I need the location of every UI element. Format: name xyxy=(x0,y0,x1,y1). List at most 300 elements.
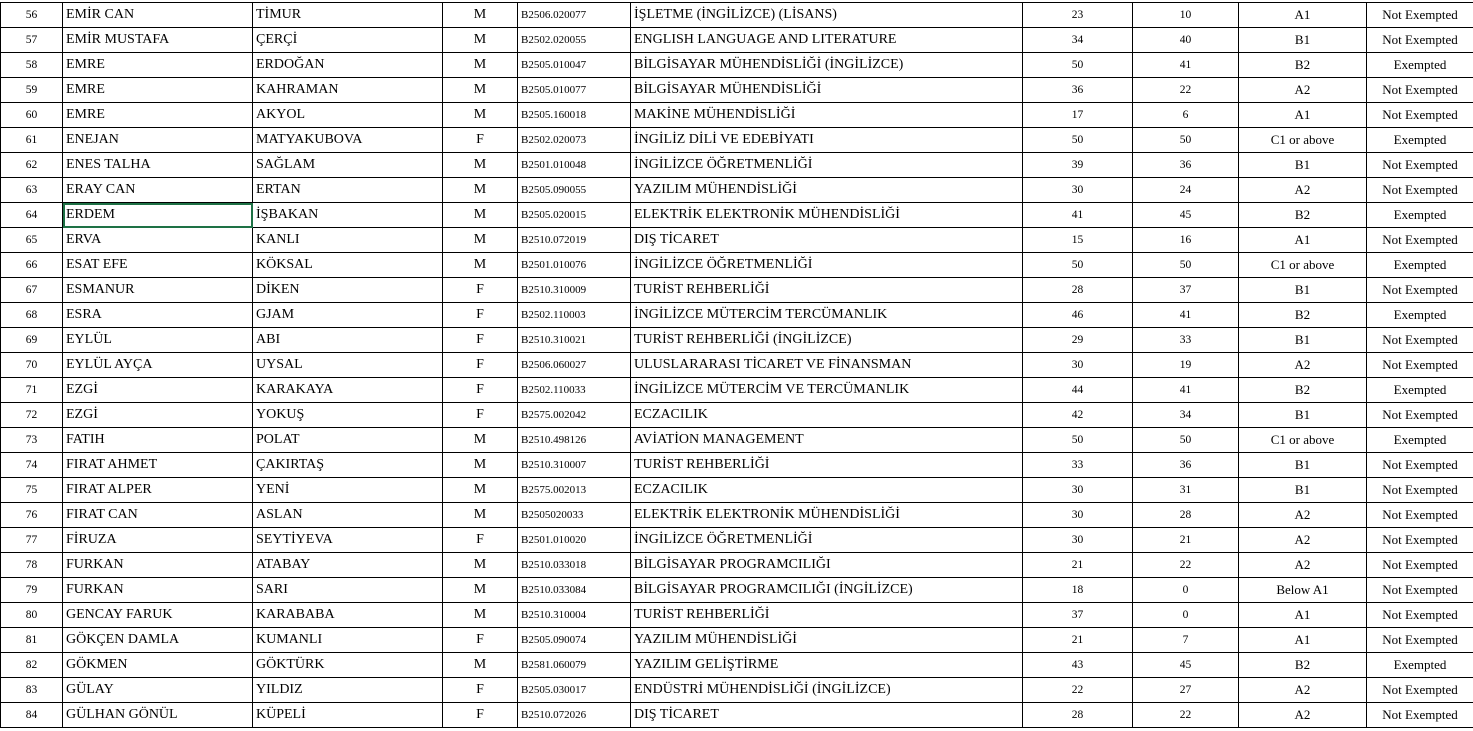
cell-first-name[interactable]: EMRE xyxy=(63,78,253,103)
cell-level[interactable]: A2 xyxy=(1239,78,1367,103)
cell-student-code[interactable]: B2502.020073 xyxy=(518,128,631,153)
cell-first-name[interactable]: ENEJAN xyxy=(63,128,253,153)
cell-level[interactable]: B2 xyxy=(1239,303,1367,328)
cell-score-2[interactable]: 6 xyxy=(1133,103,1239,128)
cell-score-1[interactable]: 41 xyxy=(1023,203,1133,228)
cell-student-code[interactable]: B2505.010077 xyxy=(518,78,631,103)
cell-program[interactable]: YAZILIM GELİŞTİRME xyxy=(631,653,1023,678)
cell-row-number[interactable]: 59 xyxy=(1,78,63,103)
cell-row-number[interactable]: 70 xyxy=(1,353,63,378)
cell-level[interactable]: B1 xyxy=(1239,153,1367,178)
cell-last-name[interactable]: KAHRAMAN xyxy=(253,78,443,103)
cell-student-code[interactable]: B2581.060079 xyxy=(518,653,631,678)
cell-student-code[interactable]: B2510.072026 xyxy=(518,703,631,728)
cell-gender[interactable]: F xyxy=(443,303,518,328)
cell-student-code[interactable]: B2501.010048 xyxy=(518,153,631,178)
cell-first-name[interactable]: FIRAT ALPER xyxy=(63,478,253,503)
cell-status[interactable]: Not Exempted xyxy=(1367,703,1473,728)
cell-gender[interactable]: F xyxy=(443,703,518,728)
cell-first-name[interactable]: EMRE xyxy=(63,103,253,128)
cell-row-number[interactable]: 77 xyxy=(1,528,63,553)
cell-program[interactable]: İNGİLİZCE ÖĞRETMENLİĞİ xyxy=(631,153,1023,178)
cell-first-name[interactable]: EMRE xyxy=(63,53,253,78)
cell-student-code[interactable]: B2510.033084 xyxy=(518,578,631,603)
cell-student-code[interactable]: B2505.090074 xyxy=(518,628,631,653)
cell-row-number[interactable]: 64 xyxy=(1,203,63,228)
cell-student-code[interactable]: B2505.010047 xyxy=(518,53,631,78)
cell-gender[interactable]: M xyxy=(443,553,518,578)
cell-row-number[interactable]: 78 xyxy=(1,553,63,578)
cell-status[interactable]: Not Exempted xyxy=(1367,528,1473,553)
cell-score-2[interactable]: 37 xyxy=(1133,278,1239,303)
cell-gender[interactable]: M xyxy=(443,78,518,103)
cell-row-number[interactable]: 84 xyxy=(1,703,63,728)
cell-status[interactable]: Not Exempted xyxy=(1367,103,1473,128)
table-row xyxy=(1,178,1473,203)
cell-score-2[interactable]: 50 xyxy=(1133,128,1239,153)
cell-status[interactable]: Not Exempted xyxy=(1367,553,1473,578)
cell-score-1[interactable]: 50 xyxy=(1023,428,1133,453)
cell-first-name[interactable]: EZGİ xyxy=(63,378,253,403)
cell-level[interactable]: A2 xyxy=(1239,678,1367,703)
cell-last-name[interactable]: ÇAKIRTAŞ xyxy=(253,453,443,478)
cell-status[interactable]: Not Exempted xyxy=(1367,678,1473,703)
cell-last-name[interactable]: ÇERÇİ xyxy=(253,28,443,53)
cell-level[interactable]: A1 xyxy=(1239,628,1367,653)
cell-first-name[interactable]: FIRAT AHMET xyxy=(63,453,253,478)
cell-program[interactable]: ECZACILIK xyxy=(631,403,1023,428)
cell-score-1[interactable]: 46 xyxy=(1023,303,1133,328)
table-row xyxy=(1,603,1473,628)
selected-cell[interactable]: ERDEM xyxy=(63,203,253,228)
cell-score-1[interactable]: 21 xyxy=(1023,628,1133,653)
cell-score-1[interactable]: 36 xyxy=(1023,78,1133,103)
cell-gender[interactable]: F xyxy=(443,403,518,428)
cell-score-2[interactable]: 41 xyxy=(1133,303,1239,328)
cell-program[interactable]: ENGLISH LANGUAGE AND LITERATURE xyxy=(631,28,1023,53)
cell-level[interactable]: B1 xyxy=(1239,453,1367,478)
cell-level[interactable]: C1 or above xyxy=(1239,428,1367,453)
cell-program[interactable]: İNGİLİZCE ÖĞRETMENLİĞİ xyxy=(631,528,1023,553)
cell-gender[interactable]: F xyxy=(443,628,518,653)
cell-level[interactable]: A1 xyxy=(1239,603,1367,628)
cell-last-name[interactable]: KÖKSAL xyxy=(253,253,443,278)
cell-first-name[interactable]: ESMANUR xyxy=(63,278,253,303)
cell-last-name[interactable]: KÜPELİ xyxy=(253,703,443,728)
cell-score-2[interactable]: 36 xyxy=(1133,153,1239,178)
cell-row-number[interactable]: 71 xyxy=(1,378,63,403)
cell-gender[interactable]: M xyxy=(443,653,518,678)
cell-level[interactable]: C1 or above xyxy=(1239,253,1367,278)
cell-program[interactable]: İŞLETME (İNGİLİZCE) (LİSANS) xyxy=(631,3,1023,28)
cell-first-name[interactable]: FURKAN xyxy=(63,578,253,603)
cell-program[interactable]: ULUSLARARASI TİCARET VE FİNANSMAN xyxy=(631,353,1023,378)
cell-score-2[interactable]: 0 xyxy=(1133,603,1239,628)
cell-program[interactable]: TURİST REHBERLİĞİ xyxy=(631,603,1023,628)
cell-level[interactable]: A2 xyxy=(1239,553,1367,578)
cell-gender[interactable]: M xyxy=(443,453,518,478)
cell-row-number[interactable]: 75 xyxy=(1,478,63,503)
cell-student-code[interactable]: B2510.033018 xyxy=(518,553,631,578)
cell-program[interactable]: ELEKTRİK ELEKTRONİK MÜHENDİSLİĞİ xyxy=(631,203,1023,228)
cell-gender[interactable]: M xyxy=(443,3,518,28)
cell-first-name[interactable]: FURKAN xyxy=(63,553,253,578)
cell-score-1[interactable]: 30 xyxy=(1023,353,1133,378)
cell-first-name[interactable]: FATIH xyxy=(63,428,253,453)
cell-gender[interactable]: F xyxy=(443,278,518,303)
cell-status[interactable]: Not Exempted xyxy=(1367,578,1473,603)
table-row xyxy=(1,228,1473,253)
cell-status[interactable]: Not Exempted xyxy=(1367,78,1473,103)
cell-last-name[interactable]: GJAM xyxy=(253,303,443,328)
cell-last-name[interactable]: ABI xyxy=(253,328,443,353)
cell-score-1[interactable]: 28 xyxy=(1023,703,1133,728)
cell-row-number[interactable]: 65 xyxy=(1,228,63,253)
cell-gender[interactable]: M xyxy=(443,578,518,603)
cell-row-number[interactable]: 60 xyxy=(1,103,63,128)
cell-first-name[interactable]: FİRUZA xyxy=(63,528,253,553)
cell-gender[interactable]: F xyxy=(443,678,518,703)
cell-status[interactable]: Exempted xyxy=(1367,53,1473,78)
cell-score-2[interactable]: 21 xyxy=(1133,528,1239,553)
cell-row-number[interactable]: 76 xyxy=(1,503,63,528)
cell-row-number[interactable]: 56 xyxy=(1,3,63,28)
cell-score-1[interactable]: 22 xyxy=(1023,678,1133,703)
cell-status[interactable]: Exempted xyxy=(1367,303,1473,328)
cell-last-name[interactable]: ATABAY xyxy=(253,553,443,578)
cell-student-code[interactable]: B2505.020015 xyxy=(518,203,631,228)
cell-gender[interactable]: M xyxy=(443,603,518,628)
cell-last-name[interactable]: KANLI xyxy=(253,228,443,253)
cell-score-2[interactable]: 40 xyxy=(1133,28,1239,53)
cell-row-number[interactable]: 63 xyxy=(1,178,63,203)
cell-row-number[interactable]: 80 xyxy=(1,603,63,628)
cell-gender[interactable]: F xyxy=(443,128,518,153)
cell-last-name[interactable]: SEYTİYEVA xyxy=(253,528,443,553)
cell-status[interactable]: Exempted xyxy=(1367,428,1473,453)
cell-score-2[interactable]: 34 xyxy=(1133,403,1239,428)
cell-score-2[interactable]: 22 xyxy=(1133,78,1239,103)
cell-student-code[interactable]: B2502.110033 xyxy=(518,378,631,403)
cell-last-name[interactable]: KUMANLI xyxy=(253,628,443,653)
cell-program[interactable]: BİLGİSAYAR PROGRAMCILIĞI xyxy=(631,553,1023,578)
cell-last-name[interactable]: İŞBAKAN xyxy=(253,203,443,228)
cell-score-2[interactable]: 16 xyxy=(1133,228,1239,253)
cell-first-name[interactable]: GÖKMEN xyxy=(63,653,253,678)
cell-program[interactable]: AVİATİON MANAGEMENT xyxy=(631,428,1023,453)
cell-row-number[interactable]: 81 xyxy=(1,628,63,653)
cell-score-2[interactable]: 31 xyxy=(1133,478,1239,503)
cell-score-1[interactable]: 44 xyxy=(1023,378,1133,403)
cell-first-name[interactable]: GÖKÇEN DAMLA xyxy=(63,628,253,653)
cell-score-1[interactable]: 30 xyxy=(1023,528,1133,553)
cell-level[interactable]: A2 xyxy=(1239,528,1367,553)
cell-level[interactable]: B1 xyxy=(1239,478,1367,503)
cell-score-1[interactable]: 30 xyxy=(1023,478,1133,503)
table-row xyxy=(1,53,1473,78)
cell-score-1[interactable]: 28 xyxy=(1023,278,1133,303)
cell-program[interactable]: İNGİLİZ DİLİ VE EDEBİYATI xyxy=(631,128,1023,153)
cell-program[interactable]: ECZACILIK xyxy=(631,478,1023,503)
cell-student-code[interactable]: B2505.160018 xyxy=(518,103,631,128)
cell-level[interactable]: C1 or above xyxy=(1239,128,1367,153)
cell-level[interactable]: A1 xyxy=(1239,228,1367,253)
cell-last-name[interactable]: YOKUŞ xyxy=(253,403,443,428)
cell-gender[interactable]: M xyxy=(443,253,518,278)
cell-level[interactable]: A1 xyxy=(1239,3,1367,28)
cell-status[interactable]: Not Exempted xyxy=(1367,453,1473,478)
cell-last-name[interactable]: MATYAKUBOVA xyxy=(253,128,443,153)
cell-row-number[interactable]: 72 xyxy=(1,403,63,428)
cell-first-name[interactable]: EYLÜL xyxy=(63,328,253,353)
cell-level[interactable]: A2 xyxy=(1239,703,1367,728)
cell-row-number[interactable]: 57 xyxy=(1,28,63,53)
cell-score-2[interactable]: 41 xyxy=(1133,53,1239,78)
cell-status[interactable]: Exempted xyxy=(1367,253,1473,278)
cell-program[interactable]: İNGİLİZCE ÖĞRETMENLİĞİ xyxy=(631,253,1023,278)
cell-score-1[interactable]: 43 xyxy=(1023,653,1133,678)
cell-student-code[interactable]: B2505.090055 xyxy=(518,178,631,203)
cell-student-code[interactable]: B2510.498126 xyxy=(518,428,631,453)
cell-level[interactable]: B2 xyxy=(1239,653,1367,678)
cell-score-1[interactable]: 15 xyxy=(1023,228,1133,253)
cell-score-1[interactable]: 33 xyxy=(1023,453,1133,478)
cell-status[interactable]: Not Exempted xyxy=(1367,3,1473,28)
cell-last-name[interactable]: POLAT xyxy=(253,428,443,453)
cell-status[interactable]: Exempted xyxy=(1367,378,1473,403)
cell-score-2[interactable]: 22 xyxy=(1133,703,1239,728)
cell-level[interactable]: A1 xyxy=(1239,103,1367,128)
cell-level[interactable]: A2 xyxy=(1239,503,1367,528)
cell-row-number[interactable]: 82 xyxy=(1,653,63,678)
cell-level[interactable]: B1 xyxy=(1239,28,1367,53)
cell-score-1[interactable]: 39 xyxy=(1023,153,1133,178)
cell-row-number[interactable]: 68 xyxy=(1,303,63,328)
table-row xyxy=(1,553,1473,578)
cell-student-code[interactable]: B2505.030017 xyxy=(518,678,631,703)
cell-program[interactable]: BİLGİSAYAR MÜHENDİSLİĞİ xyxy=(631,78,1023,103)
cell-score-2[interactable]: 45 xyxy=(1133,653,1239,678)
cell-student-code[interactable]: B2510.310007 xyxy=(518,453,631,478)
cell-student-code[interactable]: B2575.002042 xyxy=(518,403,631,428)
cell-student-code[interactable]: B2575.002013 xyxy=(518,478,631,503)
cell-row-number[interactable]: 62 xyxy=(1,153,63,178)
cell-program[interactable]: ENDÜSTRİ MÜHENDİSLİĞİ (İNGİLİZCE) xyxy=(631,678,1023,703)
cell-score-2[interactable]: 24 xyxy=(1133,178,1239,203)
cell-status[interactable]: Not Exempted xyxy=(1367,353,1473,378)
cell-status[interactable]: Exempted xyxy=(1367,653,1473,678)
cell-status[interactable]: Not Exempted xyxy=(1367,403,1473,428)
cell-score-2[interactable]: 22 xyxy=(1133,553,1239,578)
cell-score-2[interactable]: 0 xyxy=(1133,578,1239,603)
cell-program[interactable]: BİLGİSAYAR PROGRAMCILIĞI (İNGİLİZCE) xyxy=(631,578,1023,603)
cell-score-1[interactable]: 21 xyxy=(1023,553,1133,578)
cell-row-number[interactable]: 66 xyxy=(1,253,63,278)
cell-score-1[interactable]: 50 xyxy=(1023,53,1133,78)
cell-gender[interactable]: F xyxy=(443,328,518,353)
cell-gender[interactable]: F xyxy=(443,528,518,553)
cell-gender[interactable]: M xyxy=(443,103,518,128)
cell-student-code[interactable]: B2501.010076 xyxy=(518,253,631,278)
cell-last-name[interactable]: YILDIZ xyxy=(253,678,443,703)
cell-score-1[interactable]: 30 xyxy=(1023,503,1133,528)
cell-row-number[interactable]: 61 xyxy=(1,128,63,153)
cell-last-name[interactable]: KARAKAYA xyxy=(253,378,443,403)
cell-level[interactable]: B1 xyxy=(1239,278,1367,303)
cell-score-1[interactable]: 50 xyxy=(1023,253,1133,278)
cell-first-name[interactable]: ESRA xyxy=(63,303,253,328)
cell-status[interactable]: Not Exempted xyxy=(1367,178,1473,203)
cell-program[interactable]: DIŞ TİCARET xyxy=(631,228,1023,253)
cell-score-1[interactable]: 50 xyxy=(1023,128,1133,153)
cell-gender[interactable]: F xyxy=(443,378,518,403)
cell-row-number[interactable]: 73 xyxy=(1,428,63,453)
cell-last-name[interactable]: UYSAL xyxy=(253,353,443,378)
cell-gender[interactable]: M xyxy=(443,428,518,453)
cell-last-name[interactable]: SAĞLAM xyxy=(253,153,443,178)
cell-last-name[interactable]: DİKEN xyxy=(253,278,443,303)
cell-score-2[interactable]: 36 xyxy=(1133,453,1239,478)
table-row xyxy=(1,303,1473,328)
cell-level[interactable]: B2 xyxy=(1239,378,1367,403)
cell-status[interactable]: Exempted xyxy=(1367,128,1473,153)
cell-last-name[interactable]: AKYOL xyxy=(253,103,443,128)
cell-gender[interactable]: M xyxy=(443,153,518,178)
cell-first-name[interactable]: ERVA xyxy=(63,228,253,253)
cell-student-code[interactable]: B2502.110003 xyxy=(518,303,631,328)
cell-student-code[interactable]: B2506.020077 xyxy=(518,3,631,28)
cell-gender[interactable]: M xyxy=(443,28,518,53)
cell-level[interactable]: B2 xyxy=(1239,53,1367,78)
cell-gender[interactable]: M xyxy=(443,228,518,253)
cell-student-code[interactable]: B2506.060027 xyxy=(518,353,631,378)
cell-program[interactable]: ELEKTRİK ELEKTRONİK MÜHENDİSLİĞİ xyxy=(631,503,1023,528)
cell-student-code[interactable]: B2510.072019 xyxy=(518,228,631,253)
cell-gender[interactable]: F xyxy=(443,353,518,378)
cell-last-name[interactable]: ERTAN xyxy=(253,178,443,203)
cell-status[interactable]: Not Exempted xyxy=(1367,278,1473,303)
cell-first-name[interactable]: FIRAT CAN xyxy=(63,503,253,528)
cell-row-number[interactable]: 58 xyxy=(1,53,63,78)
cell-gender[interactable]: M xyxy=(443,53,518,78)
cell-status[interactable]: Not Exempted xyxy=(1367,503,1473,528)
cell-program[interactable]: İNGİLİZCE MÜTERCİM VE TERCÜMANLIK xyxy=(631,378,1023,403)
cell-student-code[interactable]: B2510.310009 xyxy=(518,278,631,303)
cell-student-code[interactable]: B2502.020055 xyxy=(518,28,631,53)
cell-score-1[interactable]: 23 xyxy=(1023,3,1133,28)
cell-first-name[interactable]: GÜLAY xyxy=(63,678,253,703)
cell-first-name[interactable]: EZGİ xyxy=(63,403,253,428)
cell-score-2[interactable]: 50 xyxy=(1133,253,1239,278)
cell-score-1[interactable]: 42 xyxy=(1023,403,1133,428)
cell-first-name[interactable]: EYLÜL AYÇA xyxy=(63,353,253,378)
cell-level[interactable]: A2 xyxy=(1239,353,1367,378)
cell-score-2[interactable]: 45 xyxy=(1133,203,1239,228)
cell-level[interactable]: Below A1 xyxy=(1239,578,1367,603)
cell-program[interactable]: TURİST REHBERLİĞİ xyxy=(631,278,1023,303)
cell-row-number[interactable]: 74 xyxy=(1,453,63,478)
cell-last-name[interactable]: SARI xyxy=(253,578,443,603)
cell-score-1[interactable]: 34 xyxy=(1023,28,1133,53)
cell-row-number[interactable]: 79 xyxy=(1,578,63,603)
cell-status[interactable]: Not Exempted xyxy=(1367,228,1473,253)
cell-row-number[interactable]: 67 xyxy=(1,278,63,303)
cell-level[interactable]: B1 xyxy=(1239,403,1367,428)
cell-first-name[interactable]: ESAT EFE xyxy=(63,253,253,278)
cell-row-number[interactable]: 69 xyxy=(1,328,63,353)
cell-student-code[interactable]: B2501.010020 xyxy=(518,528,631,553)
table-row xyxy=(1,253,1473,278)
cell-last-name[interactable]: TİMUR xyxy=(253,3,443,28)
cell-last-name[interactable]: ASLAN xyxy=(253,503,443,528)
cell-program[interactable]: BİLGİSAYAR MÜHENDİSLİĞİ (İNGİLİZCE) xyxy=(631,53,1023,78)
cell-program[interactable]: TURİST REHBERLİĞİ (İNGİLİZCE) xyxy=(631,328,1023,353)
cell-first-name[interactable]: ERAY CAN xyxy=(63,178,253,203)
cell-status[interactable]: Not Exempted xyxy=(1367,628,1473,653)
cell-program[interactable]: DIŞ TİCARET xyxy=(631,703,1023,728)
cell-status[interactable]: Not Exempted xyxy=(1367,603,1473,628)
cell-program[interactable]: İNGİLİZCE MÜTERCİM TERCÜMANLIK xyxy=(631,303,1023,328)
cell-row-number[interactable]: 83 xyxy=(1,678,63,703)
cell-score-2[interactable]: 19 xyxy=(1133,353,1239,378)
cell-level[interactable]: B2 xyxy=(1239,203,1367,228)
cell-student-code[interactable]: B2510.310004 xyxy=(518,603,631,628)
cell-score-1[interactable]: 17 xyxy=(1023,103,1133,128)
cell-status[interactable]: Not Exempted xyxy=(1367,153,1473,178)
cell-first-name[interactable]: EMİR MUSTAFA xyxy=(63,28,253,53)
cell-first-name[interactable]: GENCAY FARUK xyxy=(63,603,253,628)
cell-score-1[interactable]: 30 xyxy=(1023,178,1133,203)
cell-student-code[interactable]: B2510.310021 xyxy=(518,328,631,353)
cell-last-name[interactable]: GÖKTÜRK xyxy=(253,653,443,678)
cell-student-code[interactable]: B2505020033 xyxy=(518,503,631,528)
cell-score-2[interactable]: 28 xyxy=(1133,503,1239,528)
cell-first-name[interactable]: GÜLHAN GÖNÜL xyxy=(63,703,253,728)
cell-last-name[interactable]: KARABABA xyxy=(253,603,443,628)
cell-gender[interactable]: M xyxy=(443,478,518,503)
cell-status[interactable]: Not Exempted xyxy=(1367,478,1473,503)
cell-score-2[interactable]: 10 xyxy=(1133,3,1239,28)
cell-program[interactable]: TURİST REHBERLİĞİ xyxy=(631,453,1023,478)
cell-first-name[interactable]: ENES TALHA xyxy=(63,153,253,178)
cell-last-name[interactable]: ERDOĞAN xyxy=(253,53,443,78)
table-row xyxy=(1,203,1473,228)
cell-program[interactable]: MAKİNE MÜHENDİSLİĞİ xyxy=(631,103,1023,128)
cell-status[interactable]: Not Exempted xyxy=(1367,328,1473,353)
cell-status[interactable]: Not Exempted xyxy=(1367,28,1473,53)
cell-level[interactable]: A2 xyxy=(1239,178,1367,203)
cell-score-2[interactable]: 50 xyxy=(1133,428,1239,453)
cell-program[interactable]: YAZILIM MÜHENDİSLİĞİ xyxy=(631,178,1023,203)
cell-score-1[interactable]: 29 xyxy=(1023,328,1133,353)
cell-score-2[interactable]: 33 xyxy=(1133,328,1239,353)
cell-gender[interactable]: M xyxy=(443,178,518,203)
table-row xyxy=(1,328,1473,353)
cell-score-1[interactable]: 18 xyxy=(1023,578,1133,603)
cell-score-2[interactable]: 41 xyxy=(1133,378,1239,403)
cell-score-2[interactable]: 27 xyxy=(1133,678,1239,703)
cell-score-1[interactable]: 37 xyxy=(1023,603,1133,628)
cell-score-2[interactable]: 7 xyxy=(1133,628,1239,653)
cell-level[interactable]: B1 xyxy=(1239,328,1367,353)
cell-gender[interactable]: M xyxy=(443,203,518,228)
cell-gender[interactable]: M xyxy=(443,503,518,528)
cell-last-name[interactable]: YENİ xyxy=(253,478,443,503)
cell-program[interactable]: YAZILIM MÜHENDİSLİĞİ xyxy=(631,628,1023,653)
cell-first-name[interactable]: EMİR CAN xyxy=(63,3,253,28)
table-row xyxy=(1,3,1473,28)
cell-status[interactable]: Exempted xyxy=(1367,203,1473,228)
